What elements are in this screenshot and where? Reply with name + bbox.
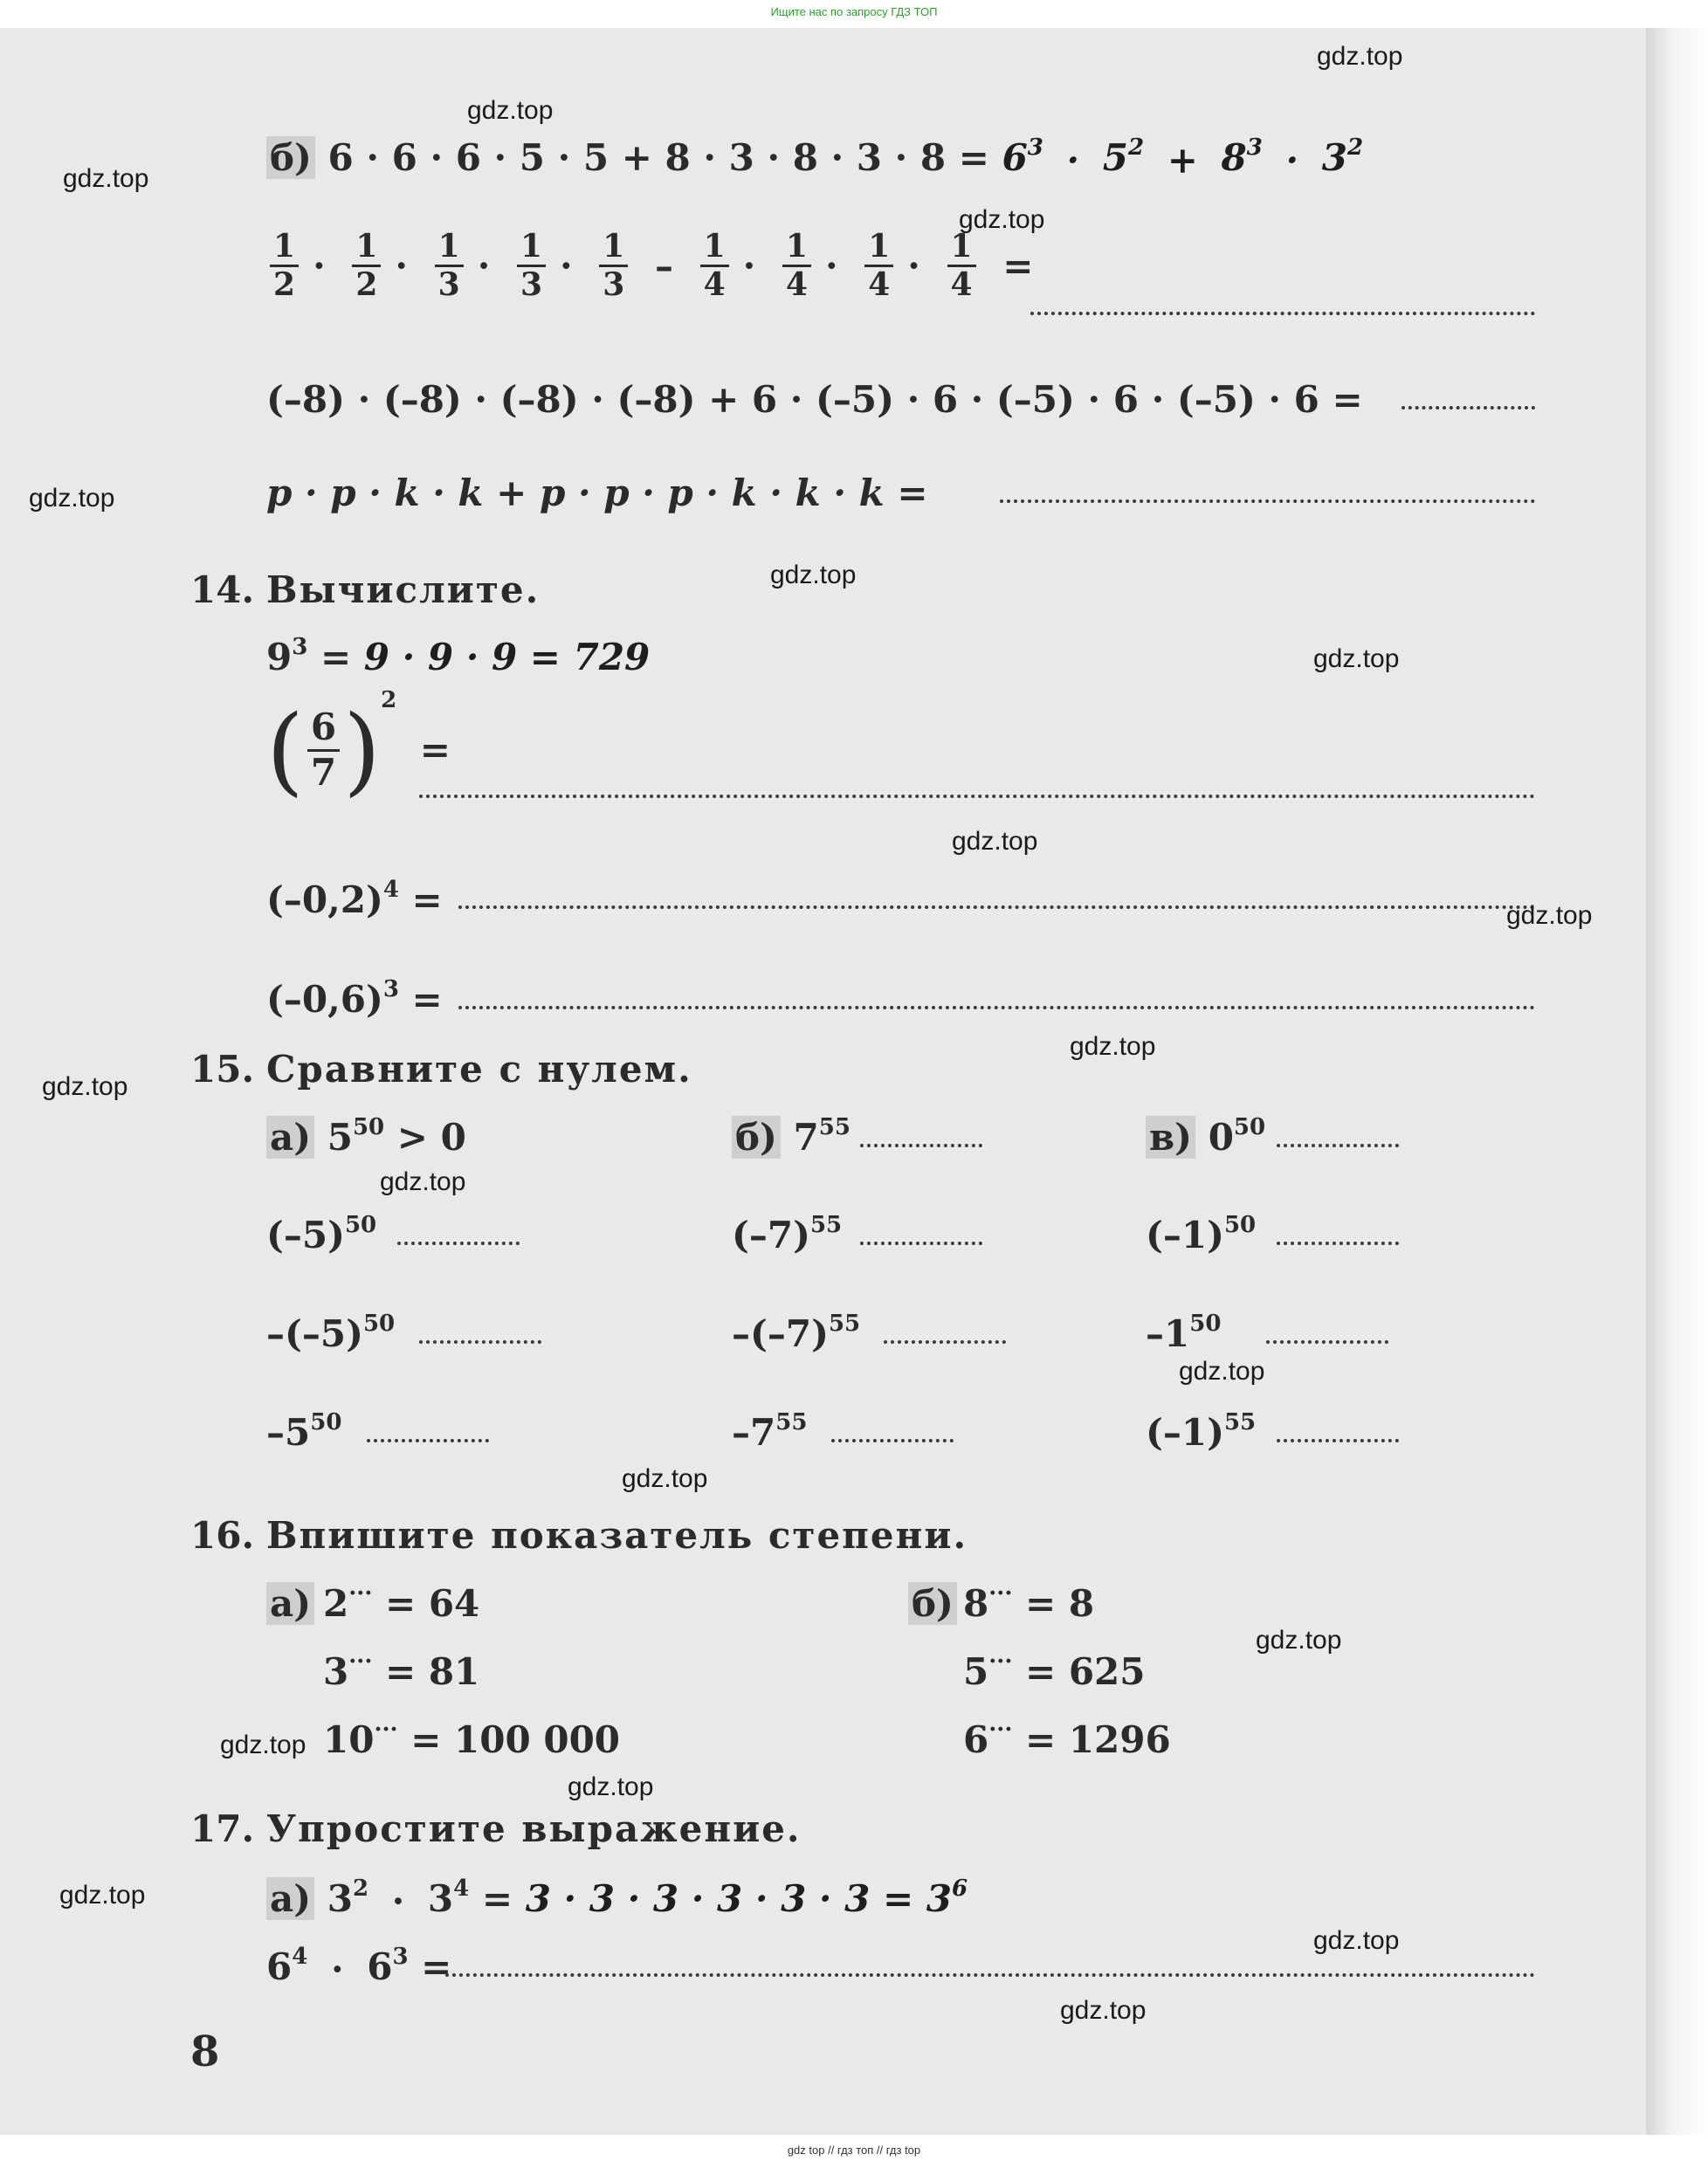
watermark-text: gdz.top (1060, 1996, 1147, 2025)
task17-ex1-answer: $3 \cdot 3 \cdot 3 \cdot 3 \cdot 3 \cdot 3 = 3^6$ (525, 1875, 968, 1920)
fraction: $\frac{1}{2}$ (270, 229, 299, 304)
answer-blank[interactable] (1277, 1144, 1399, 1147)
fraction: $\frac{1}{3}$ (599, 229, 628, 304)
fraction: $\frac{1}{3}$ (435, 229, 464, 304)
answer-blank[interactable] (367, 1439, 489, 1442)
bottom-banner: gdz top // гдз топ // гдз top (787, 2144, 921, 2157)
fraction: $\frac{1}{4}$ (700, 229, 729, 304)
answer-blank[interactable] (458, 1006, 1535, 1009)
task15-a2: $(-5)^{50}$ (266, 1212, 377, 1256)
minus-sign: – (654, 244, 673, 287)
task16-a2: 3··· = 81 (323, 1648, 480, 1693)
task15-a4: $-5^{50}$ (266, 1409, 342, 1454)
task16-a1: 2··· = 64 (323, 1580, 480, 1625)
page-number: 8 (190, 2027, 220, 2076)
task16-number: 16. (190, 1514, 255, 1557)
answer-blank[interactable] (1266, 1340, 1388, 1344)
watermark-text: gdz.top (1506, 901, 1593, 930)
task14-number: 14. (190, 568, 255, 611)
watermark-text: gdz.top (952, 827, 1038, 856)
answer-blank[interactable] (419, 1340, 541, 1344)
task13b-line (266, 134, 1364, 182)
watermark-text: gdz.top (770, 561, 857, 589)
answer-blank[interactable] (1030, 312, 1535, 315)
fraction: $\frac{1}{3}$ (517, 229, 546, 304)
task14-ex2: ( $\frac{6}{7}$ )$^2$ = (266, 687, 451, 806)
watermark-text: gdz.top (467, 96, 554, 125)
top-banner: Ищите нас по запросу ГДЗ ТОП (770, 5, 938, 18)
task15-c1: в) $0^{50}$ (1146, 1119, 1265, 1156)
task16-title: Впишите показатель степени. (266, 1514, 968, 1557)
task15-a1: а) $5^{50} > 0$ (266, 1119, 466, 1156)
task14-ex3: $(-0,2)^4$ = (266, 877, 443, 921)
fraction: $\frac{1}{4}$ (864, 229, 893, 304)
task17-ex2: $6^4 \cdot 6^3$ = (266, 1944, 452, 1991)
task15-c4: $(-1)^{55}$ (1146, 1409, 1257, 1454)
answer-blank[interactable] (445, 1973, 1535, 1977)
task16-b1: 8··· = 8 (963, 1580, 1095, 1625)
task15-b4: $-7^{55}$ (732, 1409, 808, 1454)
answer-blank[interactable] (1000, 499, 1535, 503)
task17-ex1: а) $3^2 \cdot 3^4 = 3 \cdot 3 \cdot 3 \cdot 3 \cdot 3 \cdot 3 = 3^6$ (266, 1881, 968, 1920)
task15-b2: $(-7)^{55}$ (732, 1212, 843, 1256)
fraction: $\frac{1}{4}$ (947, 229, 976, 304)
page-edge-shadow (1646, 28, 1708, 2135)
watermark-text: gdz.top (220, 1731, 306, 1759)
workbook-page (0, 28, 1672, 2135)
task13b-label: б) (266, 136, 315, 179)
task16-label-b: б) (908, 1586, 957, 1622)
watermark-text: gdz.top (1070, 1032, 1156, 1061)
answer-blank[interactable] (419, 795, 1535, 798)
task16-a3: 10··· = 100 000 (323, 1717, 621, 1761)
task16-label-a: а) (266, 1586, 314, 1622)
answer-blank[interactable] (458, 905, 1535, 909)
task15-b3: $-(-7)^{55}$ (732, 1311, 861, 1355)
task17-number: 17. (190, 1807, 255, 1850)
watermark-text: gdz.top (622, 1464, 708, 1493)
letters-product-line: p · p · k · k + p · p · p · k · k · k = (266, 471, 928, 514)
watermark-text: gdz.top (1317, 42, 1403, 71)
task13b-expr: 6 · 6 · 6 · 5 · 5 + 8 · 3 · 8 · 3 · 8 = (327, 136, 989, 179)
task14-ex1-answer: 9 · 9 · 9 = 729 (363, 636, 651, 678)
watermark-text: gdz.top (63, 164, 149, 193)
negative-product-line: (–8) · (–8) · (–8) · (–8) + 6 · (–5) · 6 · (–5) · 6 · (–5) · 6 = (266, 378, 1363, 421)
watermark-text: gdz.top (42, 1072, 128, 1101)
answer-blank[interactable] (860, 1144, 982, 1147)
task16-b2: 5··· = 625 (963, 1648, 1146, 1693)
task15-title: Сравните с нулем. (266, 1048, 692, 1091)
task15-c2: $(-1)^{50}$ (1146, 1212, 1257, 1256)
answer-blank[interactable] (1277, 1439, 1399, 1442)
task15-number: 15. (190, 1048, 255, 1091)
fraction: $\frac{1}{4}$ (782, 229, 811, 304)
watermark-text: gdz.top (29, 484, 115, 513)
task15-c3: $-1^{50}$ (1146, 1311, 1222, 1355)
watermark-text: gdz.top (1256, 1626, 1342, 1655)
watermark-text: gdz.top (1313, 644, 1400, 673)
task14-ex1: $9^3 = 9 \cdot 9 \cdot 9 = 729$ (266, 634, 651, 678)
fractions-line: $\frac{1}{2}$ · $\frac{1}{2}$ · $\frac{1}{3}$ · $\frac{1}{3}$ · $\frac{1}{3}$ – $\frac{1}{4}$ · $\frac{1}{4}$ · $\frac{1}{4}$ · $\frac{1}{4}$ = (266, 229, 1043, 304)
task17-title: Упростите выражение. (266, 1807, 802, 1850)
fraction: $\frac{1}{2}$ (352, 229, 381, 304)
answer-blank[interactable] (397, 1242, 520, 1245)
task14-ex4: $(-0,6)^3$ = (266, 976, 443, 1021)
task15-b1: б) $7^{55}$ (732, 1119, 851, 1156)
equals-sign: = (1002, 244, 1034, 287)
task13b-answer: $6^3 \cdot 5^2 + 8^3 \cdot 3^2$ (1002, 134, 1364, 182)
task16-b3: 6··· = 1296 (963, 1717, 1171, 1761)
answer-blank[interactable] (1402, 406, 1535, 410)
watermark-text: gdz.top (959, 205, 1045, 234)
watermark-text: gdz.top (1313, 1926, 1400, 1955)
watermark-text: gdz.top (568, 1772, 654, 1801)
answer-blank[interactable] (831, 1439, 954, 1442)
task14-title: Вычислите. (266, 568, 541, 611)
watermark-text: gdz.top (1179, 1357, 1265, 1386)
answer-blank[interactable] (884, 1340, 1006, 1344)
answer-blank[interactable] (1277, 1242, 1399, 1245)
answer-blank[interactable] (860, 1242, 982, 1245)
task15-a3: $-(-5)^{50}$ (266, 1311, 396, 1355)
watermark-text: gdz.top (59, 1881, 146, 1910)
watermark-text: gdz.top (380, 1167, 466, 1196)
